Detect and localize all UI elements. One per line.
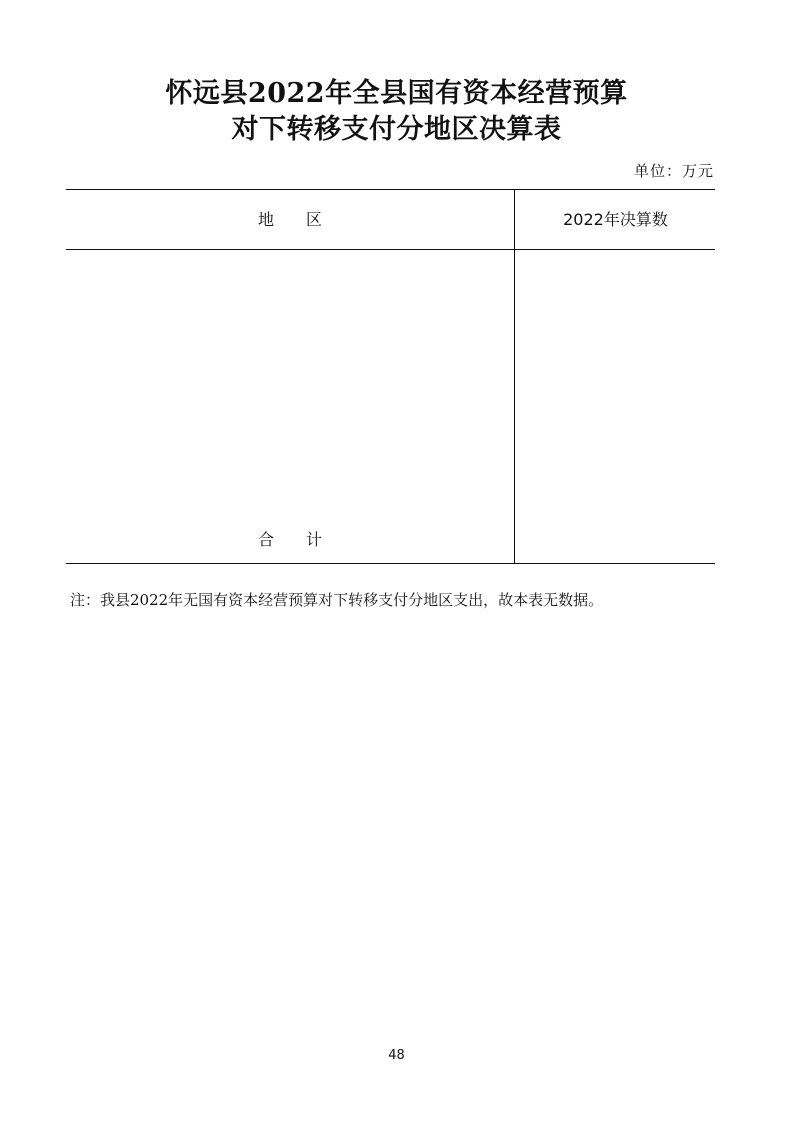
unit-label: 单位：万元 [633,162,714,180]
document-title-line-1: 怀远县2022年全县国有资本经营预算 [165,78,628,109]
document-title-line-2: 对下转移支付分地区决算表 [231,114,562,145]
page-number: 48 [388,1048,405,1063]
transfer-payment-table [66,189,715,564]
header-divider [66,249,715,250]
column-divider [514,190,515,563]
column-header-amount: 2022年决算数 [563,210,668,229]
total-row-label: 合 计 [257,530,322,549]
column-header-region: 地 区 [257,210,322,229]
table-note: 注：我县2022年无国有资本经营预算对下转移支付分地区支出，故本表无数据。 [70,591,604,609]
